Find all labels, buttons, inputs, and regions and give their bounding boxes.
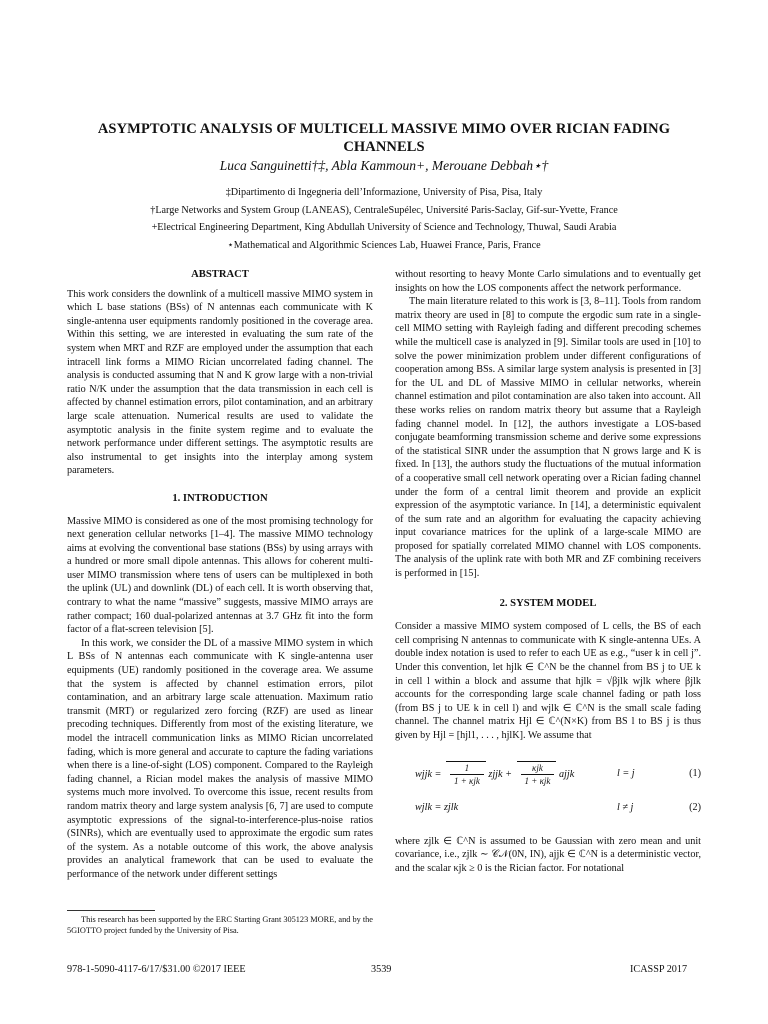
- equation-block: [395, 757, 701, 825]
- affiliation-laneas: †Large Networks and System Group (LANEAS), CentraleSupélec, Université Paris-Saclay, Gif-sur-Yvette, France: [150, 204, 618, 216]
- eq1-sqrt-2: [517, 761, 557, 787]
- eq2-body: wjlk = zjlk: [415, 801, 459, 813]
- funding-footnote: This research has been supported by the ERC Starting Grant 305123 MORE, and by the 5GIOTTO project funded by the University of Pisa.: [67, 915, 373, 935]
- equation-2: [395, 791, 701, 825]
- footer-isbn: 978-1-5090-4117-6/17/$31.00 ©2017 IEEE: [67, 964, 246, 975]
- affiliation-kaust: +Electrical Engineering Department, King Abdullah University of Science and Technology, Thuwal, Saudi Arabia: [151, 222, 617, 233]
- equation-1: [395, 757, 701, 791]
- eq1-frac1-numerator: 1: [450, 762, 484, 775]
- intro-paragraph-1: Massive MIMO is considered as one of the most promising technology for next generation cellular networks [1–4]. The massive MIMO technology aims at evolving the conventional base stations (BSs) by using arrays with a hundred or more small dipole antennas. This allows for coherent multi-user MIMO transmission where tens of users can be multiplexed in both the uplink (UL) and downlink (DL) of each cell. It is worth observing that, contrary to what the name “massive” suggests, massive MIMO arrays are rather compact; 160 dual-polarized antennas at 3.7 GHz fit into the form factor of a flat-screen television [5].: [67, 515, 373, 636]
- eq1-frac1-denominator: 1 + κjk: [453, 775, 480, 786]
- left-column: [67, 268, 373, 882]
- page-number: 3539: [371, 964, 392, 975]
- eq1-rhs: ajjk: [558, 768, 575, 780]
- author-list: Luca Sanguinetti†‡, Abla Kammoun+, Merouane Debbah⋆†: [219, 158, 549, 173]
- eq1-lhs: wjjk =: [415, 768, 442, 780]
- footnote-divider: [67, 910, 155, 911]
- abstract-heading: ABSTRACT: [191, 269, 249, 280]
- conference-name: ICASSP 2017: [630, 964, 688, 975]
- system-model-paragraph-2: where zjlk ∈ ℂ^N is assumed to be Gaussian with zero mean and unit covariance, i.e., zjlk ∼ 𝒞𝒩(0N, IN), ajjk ∈ ℂ^N is a deterministic vector, and the scalar κjk ≥ 0 is the Rician factor. For notational: [395, 835, 701, 874]
- system-model-paragraph-1: Consider a massive MIMO system composed of L cells, the BS of each cell comprising N antennas to communicate with K single-antenna UEs. A double index notation is used to refer to each UE as e.g., “user k in cell j”. Under this convention, let hjlk ∈ ℂ^N be the channel from BS j to UE k in cell l within a block and assume that hjlk = √βjlk wjlk where βjlk accounts for the corresponding large scale channel fading or path loss (from BS j to UE k in cell l) and wjlk ∈ ℂ^N is the small scale fading channel. The channel matrix Hjl ∈ ℂ^(N×K) from BS l to BS j is thus given by Hjl = [hjl1, . . . , hjlK]. We assume that: [395, 621, 701, 741]
- system-model-heading: 2. SYSTEM MODEL: [499, 597, 597, 609]
- eq1-condition: l = j: [617, 767, 635, 779]
- eq2-condition: l ≠ j: [617, 801, 634, 813]
- eq1-sqrt-1: [446, 761, 486, 787]
- paper-title: ASYMPTOTIC ANALYSIS OF MULTICELL MASSIVE MIMO OVER RICIAN FADING CHANNELS: [97, 121, 671, 155]
- intro-paragraph-3: without resorting to heavy Monte Carlo simulations and to eventually get insights on how the LOS components affect the network performance.: [395, 269, 701, 294]
- intro-heading: 1. INTRODUCTION: [172, 492, 268, 504]
- intro-paragraph-4: The main literature related to this work is [3, 8–11]. Tools from random matrix theory are used in [8] to compute the ergodic sum rate in a single-cell MIMO setting with Rayleigh fading and different precoding schemes while the multicell case is analyzed in [9]. Similar tools are used in [10] to solve the power minimization problem under different configurations of cooperation among BSs. A similar large system analysis is presented in [3] for the UL and DL of Massive MIMO in cellular networks, wherein channel estimation and pilot contamination are also taken into account. All these works relies on random matrix theory but assume that a Rayleigh fading channel model. In [12], the authors investigate a LOS-based conjugate beamforming transmission scheme and derive some expressions of the statistical SINR under the assumption that N grows large and K is fixed. In [13], the authors study the fluctuations of the mutual information of a cooperative small cell network operating over a Rician fading channel under the form of a central limit theorem and provide an explicit expression of the asymptotic variance. In [14], a deterministic equivalent of the sum rate and an algorithm for evaluating the capacity achieving input covariance matrices for the uplink of a large-scale MIMO are proposed for spatially correlated MIMO channel with LOS components. The analysis of the uplink rate with both MR and ZF combining receivers is performed in [15].: [395, 296, 701, 580]
- right-column: [395, 268, 701, 875]
- eq2-number: (2): [689, 801, 701, 813]
- eq1-frac2-denominator: 1 + κjk: [524, 775, 551, 786]
- affiliation-huawei: ⋆Mathematical and Algorithmic Sciences Lab, Huawei France, Paris, France: [227, 239, 541, 251]
- abstract-text: This work considers the downlink of a multicell massive MIMO system in which L base stations (BSs) of N antennas each communicate with K single-antenna user equipments randomly positioned in the coverage area. Within this setting, we are interested in evaluating the sum rate of the system when MRT and RZF are employed under the assumption that each intracell link forms a MIMO Rician uncorrelated fading channel. The analysis is conducted assuming that N and K grow large with a non-trivial ratio N/K under the assumption that the data transmission in each cell is affected by channel estimation errors, pilot contamination, and an arbitrary large scale attenuation. Numerical results are used to validate the asymptotic analysis in the finite system regime and to evaluate the network performance under different settings. The asymptotic results are also instrumental to get insights into the interplay among system parameters.: [67, 288, 373, 477]
- eq1-number: (1): [689, 767, 701, 779]
- eq1-frac2-numerator: κjk: [521, 762, 555, 775]
- affiliations: [40, 184, 728, 254]
- affiliation-pisa: ‡Dipartimento di Ingegneria dell’Informazione, University of Pisa, Pisa, Italy: [225, 187, 543, 198]
- eq1-middle: zjjk +: [488, 768, 512, 780]
- intro-paragraph-2: In this work, we consider the DL of a massive MIMO system in which L BSs of N antennas each communicate with K single-antenna user equipments (UE) randomly positioned in the coverage area. We assume that the system is affected by channel estimation errors, pilot contamination, and an arbitrary large scale attenuation. Maximum ratio transmit (MRT) or regularized zero forcing (RZF) are used as linear precoding techniques. Differently from most of the existing literature, we model the intracell communication links as MIMO Rician uncorrelated fading, which is more general and accurate to capture the fading variations when there is a line-of-sight (LOS) component. Compared to the Rayleigh fading channel, a Rician model makes the analysis of massive MIMO systems much more involved. To overcome this issue, recent results from random matrix theory and large system analysis [6, 7] are used to compute asymptotic expressions of the signal-to-interference-plus-noise ratios (SINRs), which are eventually used to approximate the ergodic sum rates of the system. As a notable outcome of this work, the above analysis provides an analytical framework that can be used to evaluate the performance of the network under different settings: [67, 637, 373, 880]
